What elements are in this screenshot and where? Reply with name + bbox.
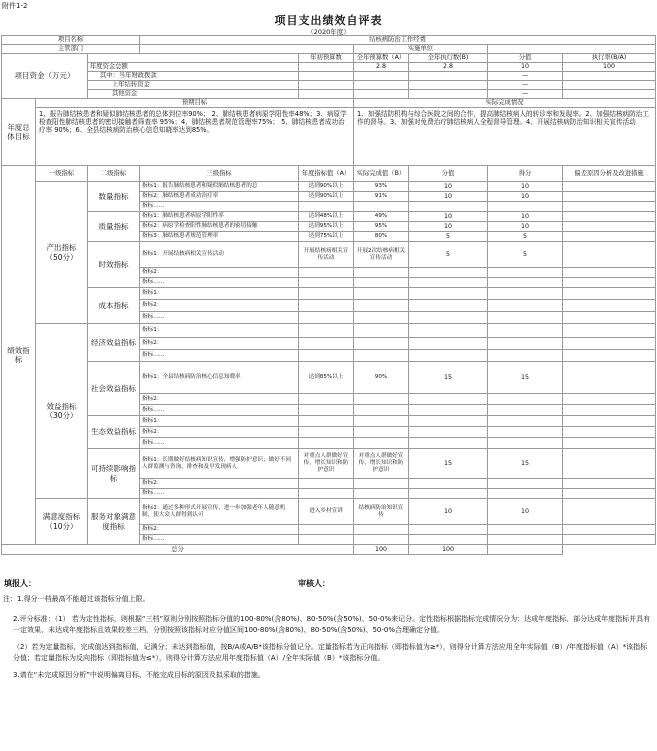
t2-reason [563, 268, 656, 278]
satisfaction-label: 满意度指标（10分） [36, 499, 88, 545]
col-score-value: 分值 [488, 54, 563, 63]
su-more-score [488, 489, 563, 499]
s2-value [409, 394, 488, 405]
s1-name: 指标1：全县结核病防治核心信息知晓率 [140, 362, 299, 394]
sv2-name: 指标2： [140, 525, 299, 535]
ec1-score [488, 416, 563, 427]
t2-name: 指标2： [140, 268, 299, 278]
ql2-target: 达到95%以上 [299, 222, 354, 232]
e2-score [488, 338, 563, 350]
ql3-reason [563, 232, 656, 242]
ql1-reason [563, 212, 656, 222]
ec-more-score [488, 438, 563, 449]
c1-reason [563, 288, 656, 300]
notes [3, 594, 653, 686]
e-more: 指标…… [140, 350, 299, 362]
e-more-target [299, 350, 354, 362]
col-budget-year: 年初预算数 [299, 54, 354, 63]
ql2-name: 指标2：病原学检查阳性肺结核患者的密切接触 [140, 222, 299, 232]
ec1-name: 指标1： [140, 416, 299, 427]
q-more-target [299, 202, 354, 212]
su1-target: 对重点人群做好宣传，增长知识和防护意识 [299, 449, 354, 479]
note-3: （2）若为定量指标，完成值达到指标值，记满分；未达到指标值，按B/A或A/B*该指标分值记分。定量指标若为正向指标（即指标值为≥*），则得分计算方法应用全年实际值（B）/年度指标值（A）*该指标分值；若定量指标为反向指标（即指标值为≤*），则得分计算方法应用年度指标值（A）/全年实际值（B）*该指标分值。 [13, 642, 648, 663]
q2-name: 指标2：肺结核患者成功治疗率 [140, 192, 299, 202]
funds-other-year [299, 90, 354, 99]
impl-unit-value [488, 45, 656, 54]
ec-more: 指标…… [140, 438, 299, 449]
q-more-score [488, 202, 563, 212]
ec2-score [488, 427, 563, 438]
c1-target [299, 288, 354, 300]
c2-actual [354, 300, 409, 312]
t-more-value [409, 278, 488, 288]
q2-reason [563, 192, 656, 202]
t1-name: 指标1：开展结核病相关宣传活动 [140, 242, 299, 268]
funds-other-label: 其他资金 [88, 90, 299, 99]
ec-more-reason [563, 438, 656, 449]
h-reason: 偏差原因分析及改进措施 [563, 166, 656, 182]
su1-value: 15 [409, 449, 488, 479]
ec2-reason [563, 427, 656, 438]
funds-total-exec: 2.8 [409, 63, 488, 72]
ec1-reason [563, 416, 656, 427]
c-more-actual [354, 312, 409, 324]
e1-name: 指标1： [140, 324, 299, 338]
benefit-label: 效益指标（30分） [36, 324, 88, 499]
year-subtitle: （2020年度） [307, 28, 350, 36]
s-more-actual [354, 405, 409, 416]
h-value: 分值 [409, 166, 488, 182]
su2-score [488, 479, 563, 489]
ec1-value [409, 416, 488, 427]
ql1-value: 10 [409, 212, 488, 222]
sv-more-actual [354, 535, 409, 545]
ec-more-actual [354, 438, 409, 449]
e1-reason [563, 324, 656, 338]
evaluation-table [1, 35, 656, 555]
service-label: 服务对象满意度指标 [88, 499, 140, 545]
su-more-reason [563, 489, 656, 499]
s1-value: 15 [409, 362, 488, 394]
c-more: 指标…… [140, 312, 299, 324]
s1-score: 15 [488, 362, 563, 394]
ql3-target: 达到75%以上 [299, 232, 354, 242]
ec1-actual [354, 416, 409, 427]
sv1-actual: 结核病防治知识宣传 [354, 499, 409, 525]
t1-reason [563, 242, 656, 268]
c2-value [409, 300, 488, 312]
s1-target: 达到85%以上 [299, 362, 354, 394]
t-more-actual [354, 278, 409, 288]
goals-actual-label: 实际完成情况 [354, 99, 656, 108]
t-more-target [299, 278, 354, 288]
funds-total-year [299, 63, 354, 72]
t1-actual: 开展2次结核病相关宣传活动 [354, 242, 409, 268]
e-more-actual [354, 350, 409, 362]
sv1-target: 进入乡村宣讲 [299, 499, 354, 525]
su1-score: 15 [488, 449, 563, 479]
sv2-score [488, 525, 563, 535]
funds-total-rate: 100 [563, 63, 656, 72]
sustain-label: 可持续影响指标 [88, 449, 140, 499]
ql3-value: 5 [409, 232, 488, 242]
sv2-reason [563, 525, 656, 535]
funds-fiscal-label: 其中：当年财政拨款 [88, 72, 299, 81]
h-score: 得分 [488, 166, 563, 182]
ec-more-value [409, 438, 488, 449]
funds-carry-year [299, 81, 354, 90]
cost-label: 成本指标 [88, 288, 140, 324]
funds-blank [88, 54, 299, 63]
goals-expected-text: 1、报告肺结核患者和疑似肺结核患者的总体到位率90%； 2、肺结核患者病原学阳性率48%；3、病原学检查阳性肺结核患者的密切接触者筛查率 95%；4、肺结核患者规范管理率75%； 5、肺结核患者成功治疗率 90%；6、全县结核病防治核心信息知晓率达到85%。 [36, 108, 354, 166]
ql1-target: 达到48%以上 [299, 212, 354, 222]
funds-carry-rate [563, 81, 656, 90]
ql2-actual: 95% [354, 222, 409, 232]
funds-carry-label: 上年结转资金 [88, 81, 299, 90]
c1-score [488, 288, 563, 300]
q-more-reason [563, 202, 656, 212]
q1-target: 达到90%以上 [299, 182, 354, 192]
s-more-reason [563, 405, 656, 416]
funds-fiscal-rate [563, 72, 656, 81]
q-more-value [409, 202, 488, 212]
c2-name: 指标2： [140, 300, 299, 312]
s2-target [299, 394, 354, 405]
ec2-target [299, 427, 354, 438]
e1-actual [354, 324, 409, 338]
funds-other-budget [354, 90, 409, 99]
q2-target: 达到90%以上 [299, 192, 354, 202]
c2-target [299, 300, 354, 312]
economic-label: 经济效益指标 [88, 324, 140, 362]
sv-more: 指标…… [140, 535, 299, 545]
su-more-value [409, 489, 488, 499]
c-more-reason [563, 312, 656, 324]
q2-actual: 91% [354, 192, 409, 202]
su1-reason [563, 449, 656, 479]
sv1-reason [563, 499, 656, 525]
s2-score [488, 394, 563, 405]
ql1-score: 10 [488, 212, 563, 222]
s-more: 指标…… [140, 405, 299, 416]
su-more-target [299, 489, 354, 499]
q1-reason [563, 182, 656, 192]
t1-value: 5 [409, 242, 488, 268]
project-name-value: 结核病防治工作经费 [140, 36, 656, 45]
sv2-value [409, 525, 488, 535]
q-more-actual [354, 202, 409, 212]
q2-score: 10 [488, 192, 563, 202]
social-label: 社会效益指标 [88, 362, 140, 416]
ql3-name: 指标3：肺结核患者规范管理率 [140, 232, 299, 242]
c1-actual [354, 288, 409, 300]
su2-name: 指标2： [140, 479, 299, 489]
note-2: 2.评分标准：（1） 若为定性指标，则根据“三档”原则分别按照指标分值的100-80%(含80%)、80-50%(含50%)、50-0%来记分。定性指标根据指标完成情况分为：达成年度指标、部分达成年度指标并具有一定效果、未达成年度指标且效果较差三档，分别按照该指标对应分值区间100-80%(含80%)、80-50%(含50%)、50-0%合理确定分值。 [13, 614, 651, 635]
note-1: 注：1.得分一档最高不能超过该指标分值上限。 [3, 595, 150, 603]
sv1-score: 10 [488, 499, 563, 525]
goals-label: 年度总体目标 [2, 99, 36, 166]
sv2-target [299, 525, 354, 535]
t-more: 指标…… [140, 278, 299, 288]
q1-name: 指标1：报告肺结核患者和疑似肺结核患者的总 [140, 182, 299, 192]
col-budget-full: 全年预算数（A） [354, 54, 409, 63]
t2-value [409, 268, 488, 278]
e2-value [409, 338, 488, 350]
sv1-name: 指标1：通过多种形式开展宣传，进一步加强老年人随意机制，使大众人群得到认可 [140, 499, 299, 525]
q2-value: 10 [409, 192, 488, 202]
dept-label: 主管部门 [2, 45, 140, 54]
funds-carry-dash: — [488, 81, 563, 90]
ec2-value [409, 427, 488, 438]
t2-target [299, 268, 354, 278]
q1-actual: 93% [354, 182, 409, 192]
ql3-actual: 80% [354, 232, 409, 242]
q-more: 指标…… [140, 202, 299, 212]
funds-total-value: 10 [488, 63, 563, 72]
h-level2: 二级指标 [88, 166, 140, 182]
h-level1: 一级指标 [36, 166, 88, 182]
su2-actual [354, 479, 409, 489]
ec1-target [299, 416, 354, 427]
su1-name: 指标1：长期做好结核病知识宣传，增强防护意识；做好不同人群监测与咨询，排查和及早发现病人 [140, 449, 299, 479]
funds-fiscal-year [299, 72, 354, 81]
ql1-actual: 49% [354, 212, 409, 222]
q1-score: 10 [488, 182, 563, 192]
h-actual: 实际完成值（B） [354, 166, 409, 182]
s2-reason [563, 394, 656, 405]
perf-section-label: 绩效指标 [2, 166, 36, 545]
funds-label: 项目资金（万元） [2, 54, 88, 99]
quantity-label: 数量指标 [88, 182, 140, 212]
c1-name: 指标1： [140, 288, 299, 300]
funds-fiscal-budget [354, 72, 409, 81]
s2-actual [354, 394, 409, 405]
funds-carry-budget [354, 81, 409, 90]
h-target: 年度指标值（A） [299, 166, 354, 182]
c-more-value [409, 312, 488, 324]
total-reason [488, 545, 563, 555]
funds-fiscal-exec [409, 72, 488, 81]
s-more-score [488, 405, 563, 416]
su2-target [299, 479, 354, 489]
h-level3: 三级指标 [140, 166, 299, 182]
reviewer-label: 审核人： [298, 579, 330, 588]
su2-value [409, 479, 488, 489]
funds-other-rate [563, 90, 656, 99]
page-title: 项目支出绩效自评表 [274, 14, 383, 27]
q1-value: 10 [409, 182, 488, 192]
c-more-target [299, 312, 354, 324]
sv-more-reason [563, 535, 656, 545]
sv2-actual [354, 525, 409, 535]
e1-score [488, 324, 563, 338]
t-more-score [488, 278, 563, 288]
funds-other-exec [409, 90, 488, 99]
dept-value [140, 45, 354, 54]
t1-target: 开展结核病相关宣传活动 [299, 242, 354, 268]
t-more-reason [563, 278, 656, 288]
sv-more-score [488, 535, 563, 545]
e2-name: 指标2： [140, 338, 299, 350]
funds-total-budget: 2.8 [354, 63, 409, 72]
sv-more-value [409, 535, 488, 545]
s-more-value [409, 405, 488, 416]
funds-fiscal-dash: — [488, 72, 563, 81]
c2-score [488, 300, 563, 312]
ec2-actual [354, 427, 409, 438]
ec2-name: 指标2： [140, 427, 299, 438]
funds-total-label: 年度资金总额 [88, 63, 299, 72]
s2-name: 指标2： [140, 394, 299, 405]
total-score: 100 [409, 545, 488, 555]
filler-label: 填报人： [4, 579, 36, 588]
timeliness-label: 时效指标 [88, 242, 140, 288]
sv1-value: 10 [409, 499, 488, 525]
su-more: 指标…… [140, 489, 299, 499]
e-more-score [488, 350, 563, 362]
e1-value [409, 324, 488, 338]
ec-more-target [299, 438, 354, 449]
funds-carry-exec [409, 81, 488, 90]
e1-target [299, 324, 354, 338]
total-label: 总分 [2, 545, 354, 555]
project-name-label: 项目名称 [2, 36, 140, 45]
goals-expected-label: 预期目标 [36, 99, 354, 108]
e2-actual [354, 338, 409, 350]
c1-value [409, 288, 488, 300]
goals-actual-text: 1、加强结防机构与综合医院之间的合作，提高肺结核病人的转诊率和发现率。2、加强结核病防治工作的督导。3、加强对免费治疗肺结核病人全程督导管理。4、开展结核病防治知识相关宣传活动 [354, 108, 656, 166]
ql1-name: 指标1：肺结核患者病原学阳性率 [140, 212, 299, 222]
t1-score: 5 [488, 242, 563, 268]
su2-reason [563, 479, 656, 489]
quality-label: 质量指标 [88, 212, 140, 242]
t2-actual [354, 268, 409, 278]
t2-score [488, 268, 563, 278]
funds-other-dash: — [488, 90, 563, 99]
s1-actual: 90% [354, 362, 409, 394]
s-more-target [299, 405, 354, 416]
annex-label: 附件1-2 [2, 2, 28, 10]
col-exec-full: 全年执行数(B) [409, 54, 488, 63]
total-value: 100 [354, 545, 409, 555]
sv-more-target [299, 535, 354, 545]
su1-actual: 对重点人群做好宣传，增长知识和防护意识 [354, 449, 409, 479]
e-more-reason [563, 350, 656, 362]
c-more-score [488, 312, 563, 324]
e2-target [299, 338, 354, 350]
ql3-score: 5 [488, 232, 563, 242]
ecological-label: 生态效益指标 [88, 416, 140, 449]
impl-unit-label: 实施单位 [354, 45, 488, 54]
su-more-actual [354, 489, 409, 499]
e-more-value [409, 350, 488, 362]
c2-reason [563, 300, 656, 312]
ql2-score: 10 [488, 222, 563, 232]
output-label: 产出指标（50分） [36, 182, 88, 324]
e2-reason [563, 338, 656, 350]
col-exec-rate: 执行率(B/A) [563, 54, 656, 63]
note-4: 3.请在“未完成原因分析”中说明偏离目标、不能完成目标的原因及拟采取的措施。 [13, 670, 265, 679]
s1-reason [563, 362, 656, 394]
ql2-value: 10 [409, 222, 488, 232]
ql2-reason [563, 222, 656, 232]
